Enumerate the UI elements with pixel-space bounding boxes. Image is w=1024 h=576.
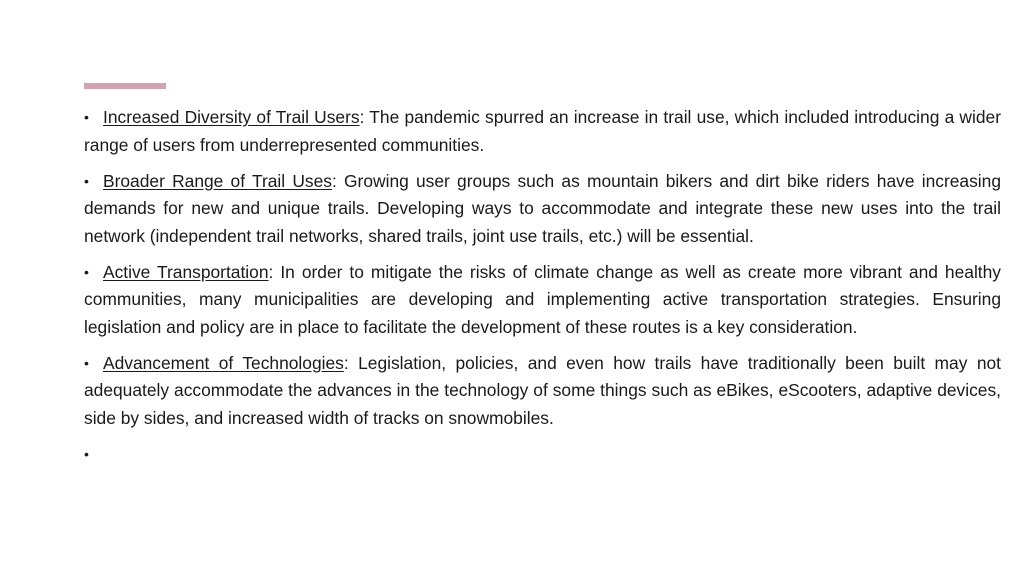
bullet-item-trail-uses <box>84 168 1001 251</box>
bullet-icon: • <box>84 445 89 462</box>
bullet-term: Increased Diversity of Trail Users <box>103 107 360 127</box>
bullet-icon: • <box>84 263 89 280</box>
title-accent-bar <box>84 83 166 89</box>
bullet-icon: • <box>84 354 89 371</box>
bullet-icon: • <box>84 172 89 189</box>
bullet-term: Advancement of Technologies <box>103 352 344 373</box>
bullet-text: The pandemic spurred an increase in trail use, which included introducing a wider range of users from underrepresented communities. <box>84 107 1001 155</box>
bullet-separator: : <box>268 261 274 282</box>
bullet-item-trail-user-diversity <box>84 104 1001 159</box>
bullet-term: Broader Range of Trail Uses <box>103 170 332 191</box>
bullet-separator: : <box>343 352 349 373</box>
bullet-term: Active Transportation <box>103 261 269 282</box>
bullet-item-active-transportation <box>84 259 1001 342</box>
bullet-separator: : <box>331 170 337 191</box>
bullet-text: Growing user groups such as mountain bikers and dirt bike riders have increasing demands for new and unique trails. Developing ways to accommodate and integrate these new uses into the trail network (independent trail networks, shared trails, joint use trails, etc.) will be essential. <box>84 170 1001 246</box>
bullet-icon: • <box>84 109 89 125</box>
bullet-text: In order to mitigate the risks of climate change as well as create more vibrant and healthy communities, many municipalities are developing and implementing active transportation strategies. Ensuring legislation and policy are in place to facilitate the development of these routes is a key consideration. <box>84 261 1002 337</box>
bullet-item-empty <box>84 441 1001 468</box>
bullet-list <box>84 104 1001 476</box>
bullet-text: Legislation, policies, and even how trails have traditionally been built may not adequately accommodate the advances in the technology of some things such as eBikes, eScooters, adaptive devices, side by sides, and increased width of tracks on snowmobiles. <box>84 352 1001 428</box>
bullet-separator: : <box>359 107 365 127</box>
bullet-item-technology <box>84 350 1001 433</box>
